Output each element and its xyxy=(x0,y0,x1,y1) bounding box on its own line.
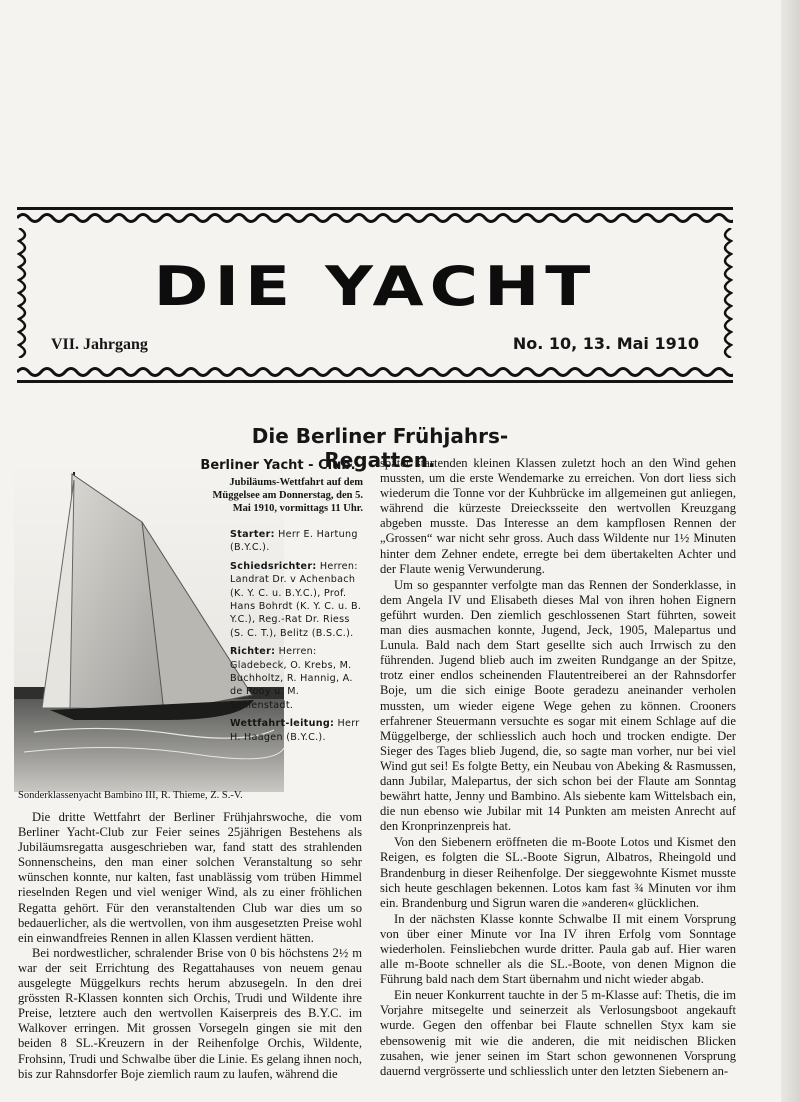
club-title: Berliner Yacht - Club. xyxy=(200,458,356,473)
page-binding-edge xyxy=(781,0,799,1102)
paragraph: später startenden kleinen Klassen zuletzt hoch an den Wind gehen mussten, um die erste Wendemarke zu erreichen. Von dort liess sich wiederum die Tonne vor der Kuhbrücke im allgemeinen gut anliegen, während die kürzeste Dreiecksseite den wertvollen Kreuzgang abgeben musste. Das Interesse an dem kampflosen Rennen der „Grossen“ war nicht sehr gross. Auch dass Wildente nur 1½ Minuten hinter dem Zehner endete, erregte bei dem übertakelten Achter und der Flaute wenig Verwunderung. xyxy=(380,456,736,576)
club-subtitle: Jubiläums-Wettfahrt auf dem Müggelsee am Donnerstag, den 5. Mai 1910, vormittags 11 Uhr. xyxy=(212,477,363,514)
schiedsrichter-label: Schiedsrichter: xyxy=(230,560,317,572)
wettfahrt-label: Wettfahrt-leitung: xyxy=(230,718,335,730)
article-body-left xyxy=(18,810,362,1082)
richter-label: Richter: xyxy=(230,646,276,658)
paragraph: Bei nordwestlicher, schralender Brise von 0 bis höchstens 2½ m war der seit Errichtung des Regattahauses von neuem genau ausgelegte Müggelkurs rechts herum abzusegeln. In den drei grössten R-Klassen konnten sich Orchis, Trudi und Wildente ihre Preise, letztere auch den wertvollen Kaiserpreis des B.Y.C. im Walkover erringen. Mit grossen Vorsegeln gingen sie mit den beiden 8 SL.-Kreuzern in der Reihenfolge Orchis, Wildente, Frohsinn, Trudi und Schwalbe über die Linie. Es gelang ihnen noch, bis zur Rahnsdorfer Boje ziemlich raum zu laufen, während die xyxy=(18,945,362,1081)
volume-label: VII. Jahrgang xyxy=(51,336,148,353)
article-body-right xyxy=(380,456,736,1079)
starter-text: Herr E. Hartung (B.Y.C.). xyxy=(230,529,358,554)
paragraph: Die dritte Wettfahrt der Berliner Frühjahrswoche, die vom Berliner Yacht-Club zur Feier seines 25jährigen Bestehens als Jubiläumsregatta ausgeschrieben war, fand statt des strahlenden Sonnenscheins, den man einer solchen Veranstaltung so sehr wünschen konnte, nur kalten, fast unablässig vom trüben Himmel rieselnden Regen und viel weniger Wind, als zu einer fröhlichen Regatta gehört. Für den veranstaltenden Club war dies um so bedauerlicher, als die wertvollen, von ihm ausgesetzten Preise wohl ein einwandfreies Rennen in allen Klassen verdient hätten. xyxy=(18,810,362,945)
starter-label: Starter: xyxy=(230,529,275,540)
paragraph: Ein neuer Konkurrent tauchte in der 5 m-Klasse auf: Thetis, die im Vorjahre mitsegelte und seinerzeit als Verlosungsboot angekauft wurde. Gegen den offenbar bei Flaute schnellen Styx kam sie ebensowenig mit wie die anderen, die mit neidischen Blicken zusahen, wie jener seinen im Start schon gewonnenen Vorsprung dauernd vergrösserte und schliesslich unter den letzten Siebenern an- xyxy=(380,988,736,1078)
magazine-title: DIE YACHT xyxy=(153,254,597,319)
wave-border-top xyxy=(17,212,733,224)
schiedsrichter-text: Herren: Landrat Dr. v Achenbach (K. Y. C. u. B.Y.C.), Prof. Hans Bohrdt (K. Y. C. u. B. Y.C.), Reg.-Rat Dr. Riess (S. C. T.), Belitz (B.S.C.). xyxy=(230,560,362,639)
officials-list xyxy=(230,528,365,744)
wettfahrt-text: Herr H. Haagen (B.Y.C.). xyxy=(230,718,360,743)
wave-border-bottom xyxy=(17,366,733,378)
article-headline: Die Berliner Frühjahrs-Regatten. xyxy=(251,424,509,472)
paragraph: In der nächsten Klasse konnte Schwalbe II mit einem Vorsprung von über einer Minute vor Ina IV ihren Erfolg vom Sonntage wiederholen. Feinsliebchen wurde dritter. Paula gab auf. Hier waren alle m-Boote schneller als die SL.-Boote, von denen Mignon die Führung bald nach dem Start übernahm und nicht wieder abgab. xyxy=(380,911,736,987)
paragraph: Von den Siebenern eröffneten die m-Boote Lotos und Kismet den Reigen, es folgten die SL.-Boote Sigrun, Albatros, Rheingold und Brandenburg in dieser Reihenfolge. Der sieggewohnte Kismet musste sich heute geschlagen bekennen. Lotos kam fast ¾ Minuten vor ihm ein. Brandenburg und Sigrun waren die »anderen« glücklichen. xyxy=(380,835,736,910)
paragraph: Um so gespannter verfolgte man das Rennen der Sonderklasse, in dem Angela IV und Elisabeth dieses Mal von ihren hohen Eignern geführt wurden. Den ziemlich geschlossenen Start führten, soweit man dies ausmachen konnte, Jugend, Jeck, 1905, Malepartus und Lunula. Bald nach dem Start gesellte sich auch Irrwisch zu den führenden. Jugend blieb auch im zweiten Rundgange an der Spitze, trotz einer endlos scheinenden Flautentreiberei an der Rahnsdorfer Boje, um die sich einige Boote geradezu aneinander verholen mussten, um wieder eigene Wege gehen zu können. Crooners erfahrener Steuermann versuchte es sogar mit einem Schlage auf die Müggelberge, der schliesslich auch hoch und trocken endigte. Der Sieger des Tages blieb Jugend, die, so sagte man vorher, nur bei viel Wind gut sei! Es folgte Betty, ein Neubau von Abeking & Rasmussen, dann Jubilar, Malepartus, der sich schon bei der Flaute am Sonntag bewährt hatte, Jenny und Bambino. Als siebente kam Wittelsbach ein, die nun ebenso wie Jubilar mit 14 Punkten am meisten Anrecht auf den Kronprinzenpreis hat. xyxy=(380,577,736,834)
issue-label: No. 10, 13. Mai 1910 xyxy=(512,334,699,353)
photo-caption: Sonderklassenyacht Bambino III, R. Thieme, Z. S.-V. xyxy=(18,790,243,801)
richter-text: Herren: Gladebeck, O. Krebs, M. Buchholtz, R. Hannig, A. de Rooy u. M. Schlenstadt. xyxy=(230,646,353,711)
masthead-frame xyxy=(17,207,733,383)
